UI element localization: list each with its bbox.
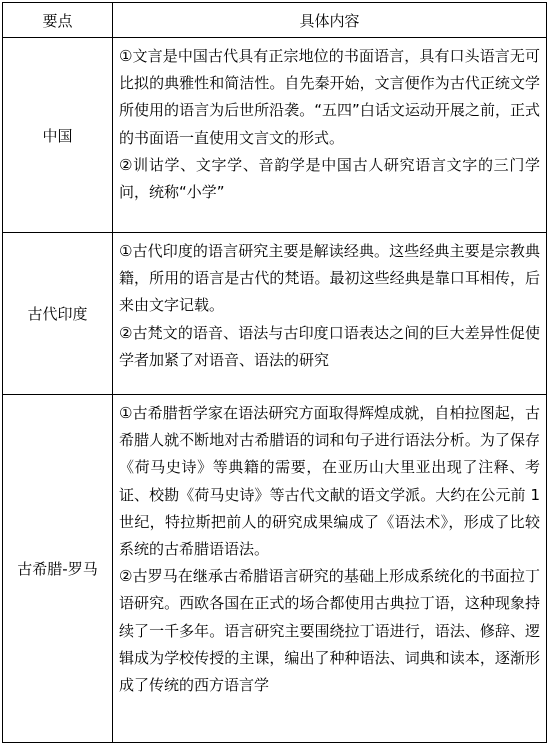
table-header-row bbox=[3, 3, 547, 38]
row-key: 中国 bbox=[3, 38, 113, 233]
row-key: 古希腊-罗马 bbox=[3, 395, 113, 743]
row-content bbox=[113, 395, 547, 743]
content-paragraph: ②训诂学、文字学、音韵学是中国古人研究语言文字的三门学问，统称“小学” bbox=[119, 155, 540, 202]
row-key: 古代印度 bbox=[3, 233, 113, 395]
table-row bbox=[3, 395, 547, 743]
content-paragraph: ①文言是中国古代具有正宗地位的书面语言，具有口头语言无可比拟的典雅性和简洁性。自先秦开始，文言便作为古代正统文学所使用的语言为后世所沿袭。“五四”白话文运动开展之前，正式的书面语一直使用文言文的形式。 bbox=[119, 47, 540, 147]
content-paragraph: ②古梵文的语音、语法与古印度口语表达之间的巨大差异性促使学者加紧了对语音、语法的研究 bbox=[119, 323, 540, 369]
table-row bbox=[3, 233, 547, 395]
row-content bbox=[113, 233, 547, 395]
content-paragraph: ①古希腊哲学家在语法研究方面取得辉煌成就，自柏拉图起，古希腊人就不断地对古希腊语的词和句子进行语法分析。为了保存《荷马史诗》等典籍的需要，在亚历山大里亚出现了注释、考证、校勘《荷马史诗》等古代文献的语文学派。大约在公元前 1 世纪，特拉斯把前人的研究成果编成了《语法术》，形成了比较系统的古希腊语语法。 bbox=[119, 404, 540, 559]
header-content: 具体内容 bbox=[113, 3, 547, 38]
header-key: 要点 bbox=[3, 3, 113, 38]
content-paragraph: ②古罗马在继承古希腊语言研究的基础上形成系统化的书面拉丁语研究。西欧各国在正式的场合都使用古典拉丁语，这种现象持续了一千多年。语言研究主要围绕拉丁语进行，语法、修辞、逻辑成为学校传授的主课，编出了种种语法、词典和读本，逐渐形成了传统的西方语言学 bbox=[119, 567, 540, 695]
content-paragraph: ①古代印度的语言研究主要是解读经典。这些经典主要是宗教典籍，所用的语言是古代的梵语。最初这些经典是靠口耳相传，后来由文字记载。 bbox=[119, 242, 540, 315]
table-row bbox=[3, 38, 547, 233]
content-table bbox=[2, 2, 547, 743]
row-content bbox=[113, 38, 547, 233]
